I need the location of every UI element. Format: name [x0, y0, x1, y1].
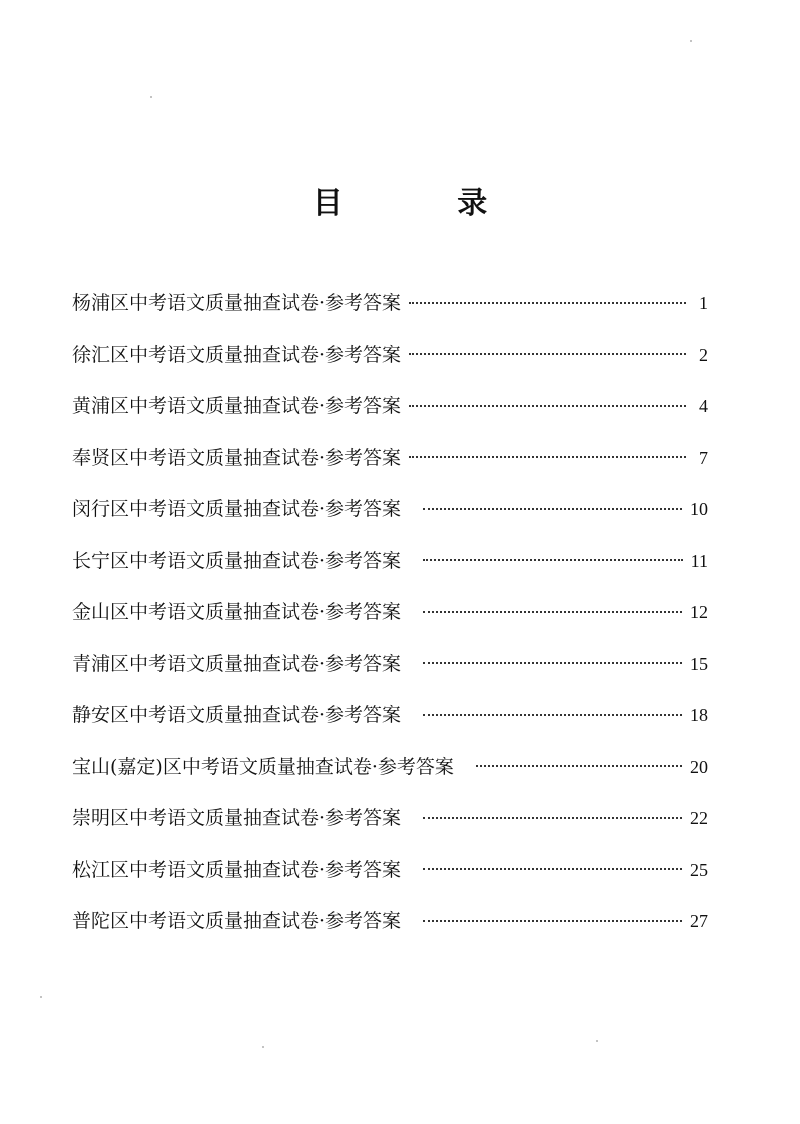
scan-speck — [150, 96, 152, 98]
scan-speck — [262, 1046, 264, 1048]
toc-entry-title: 奉贤区中考语文质量抽查试卷·参考答案 — [72, 446, 402, 469]
dot-leader — [409, 353, 686, 355]
toc-entry[interactable] — [72, 747, 708, 799]
dot-leader — [423, 508, 682, 510]
toc-entry[interactable] — [72, 695, 708, 747]
scan-speck — [40, 996, 42, 998]
toc-entry-title: 普陀区中考语文质量抽查试卷·参考答案 — [72, 910, 402, 932]
toc-entry-page: 7 — [699, 447, 708, 468]
toc-entry-page: 10 — [690, 499, 708, 519]
toc-entry-page: 25 — [690, 859, 708, 880]
scan-speck — [596, 1040, 598, 1042]
dot-leader — [409, 405, 686, 407]
toc-entry-page: 1 — [699, 293, 708, 313]
dot-leader — [409, 302, 686, 304]
toc-entry[interactable] — [72, 335, 708, 387]
toc-entry-page: 20 — [690, 756, 708, 777]
toc-entry[interactable] — [72, 592, 708, 644]
dot-leader — [423, 611, 682, 613]
toc-entry-title: 青浦区中考语文质量抽查试卷·参考答案 — [72, 652, 402, 675]
page-title: 目 录 — [312, 186, 540, 221]
toc-entry-title: 崇明区中考语文质量抽查试卷·参考答案 — [72, 807, 402, 829]
dot-leader — [423, 662, 682, 664]
toc-entry-page: 4 — [699, 396, 708, 416]
toc-entry-title: 静安区中考语文质量抽查试卷·参考答案 — [72, 704, 402, 726]
dot-leader — [423, 714, 682, 716]
toc-entry-title: 杨浦区中考语文质量抽查试卷·参考答案 — [72, 292, 402, 314]
toc-entry-page: 18 — [690, 705, 708, 725]
dot-leader — [476, 765, 682, 767]
toc-entry-page: 2 — [699, 344, 708, 365]
toc-entry[interactable] — [72, 438, 708, 490]
toc-entry[interactable] — [72, 798, 708, 850]
dot-leader — [423, 920, 682, 922]
toc-entry-title: 长宁区中考语文质量抽查试卷·参考答案 — [72, 549, 402, 572]
toc-entry-title: 徐汇区中考语文质量抽查试卷·参考答案 — [72, 343, 402, 366]
toc-entry[interactable] — [72, 489, 708, 541]
toc-entry-title: 宝山(嘉定)区中考语文质量抽查试卷·参考答案 — [72, 755, 454, 778]
toc-entry[interactable] — [72, 283, 708, 335]
dot-leader — [423, 868, 682, 870]
dot-leader — [409, 456, 686, 458]
toc-entry-title: 黄浦区中考语文质量抽查试卷·参考答案 — [72, 395, 402, 417]
toc-entry-page: 12 — [690, 602, 708, 622]
toc-entry-title: 金山区中考语文质量抽查试卷·参考答案 — [72, 601, 402, 623]
table-of-contents — [72, 283, 708, 953]
toc-entry[interactable] — [72, 644, 708, 696]
toc-entry-page: 27 — [690, 911, 708, 931]
dot-leader — [423, 817, 682, 819]
toc-entry[interactable] — [72, 850, 708, 902]
toc-entry-page: 15 — [690, 653, 708, 674]
scan-speck — [690, 40, 692, 42]
toc-entry-page: 11 — [690, 550, 708, 571]
toc-entry[interactable] — [72, 386, 708, 438]
toc-entry-page: 22 — [690, 808, 708, 828]
toc-entry-title: 闵行区中考语文质量抽查试卷·参考答案 — [72, 498, 402, 520]
toc-entry[interactable] — [72, 541, 708, 593]
toc-entry-title: 松江区中考语文质量抽查试卷·参考答案 — [72, 858, 402, 881]
dot-leader — [423, 559, 683, 561]
toc-entry[interactable] — [72, 901, 708, 953]
